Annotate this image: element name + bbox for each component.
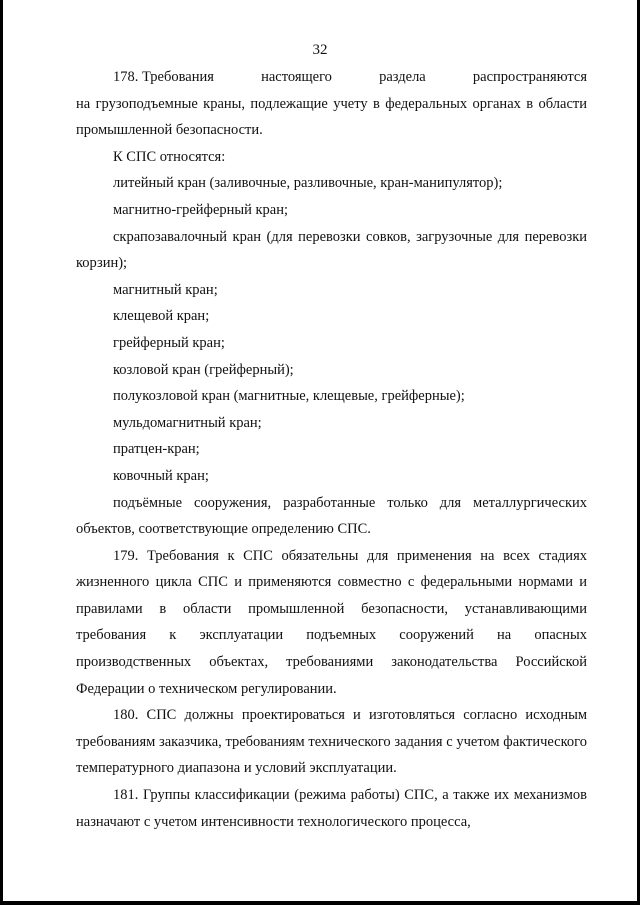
paragraph-180: 180. СПС должны проектироваться и изготовляться согласно исходным требованиям заказчика, требованиям технического задания с учетом фактического температурного диапазона и условий эксплуатации. <box>76 707 587 777</box>
scan-border-bottom <box>0 901 640 905</box>
list-item: полукозловой кран (магнитные, клещевые, грейферные); <box>113 388 465 405</box>
p178-word: настоящего <box>261 69 332 85</box>
list-item: магнитно-грейферный кран; <box>113 201 289 218</box>
list-item: мульдомагнитный кран; <box>113 414 262 431</box>
list-item: козловой кран (грейферный); <box>113 361 294 378</box>
paragraph-178-rest: на грузоподъемные краны, подлежащие учету в федеральных органах в области промышленной безопасности. <box>76 95 587 139</box>
lifting-structures-item: подъёмные сооружения, разработанные только для металлургических объектов, соответствующие определению СПС. <box>76 494 587 538</box>
list-item: пратцен-кран; <box>113 441 200 458</box>
paragraph-178-first-line <box>76 64 587 91</box>
paragraph-179: 179. Требования к СПС обязательны для применения на всех стадиях жизненного цикла СПС и применяются совместно с федеральными нормами и правилами в области промышленной безопасности, устанавливающими требования к эксплуатации подъемных сооружений на опасных производственных объектах, требованиями законодательства Российской Федерации о техническом регулировании. <box>76 547 587 697</box>
list-item: магнитный кран; <box>113 281 218 298</box>
p178-word: раздела <box>379 69 426 85</box>
document-body <box>76 64 587 835</box>
scan-border-left <box>0 0 3 905</box>
list-item: ковочный кран; <box>113 467 209 484</box>
list-item: скрапозавалочный кран (для перевозки совков, загрузочные для перевозки корзин); <box>76 228 587 272</box>
paragraph-181: 181. Группы классификации (режима работы) СПС, а также их механизмов назначают с учетом интенсивности технологического процесса, <box>76 787 587 830</box>
page-number: 32 <box>312 42 328 58</box>
p178-word: распространяются <box>472 69 587 85</box>
list-item: литейный кран (заливочные, разливочные, кран-манипулятор); <box>113 175 503 192</box>
sps-intro: К СПС относятся: <box>113 148 226 165</box>
list-item: клещевой кран; <box>113 308 210 325</box>
p178-word: 178. Требования <box>113 69 214 85</box>
list-item: грейферный кран; <box>113 334 225 351</box>
